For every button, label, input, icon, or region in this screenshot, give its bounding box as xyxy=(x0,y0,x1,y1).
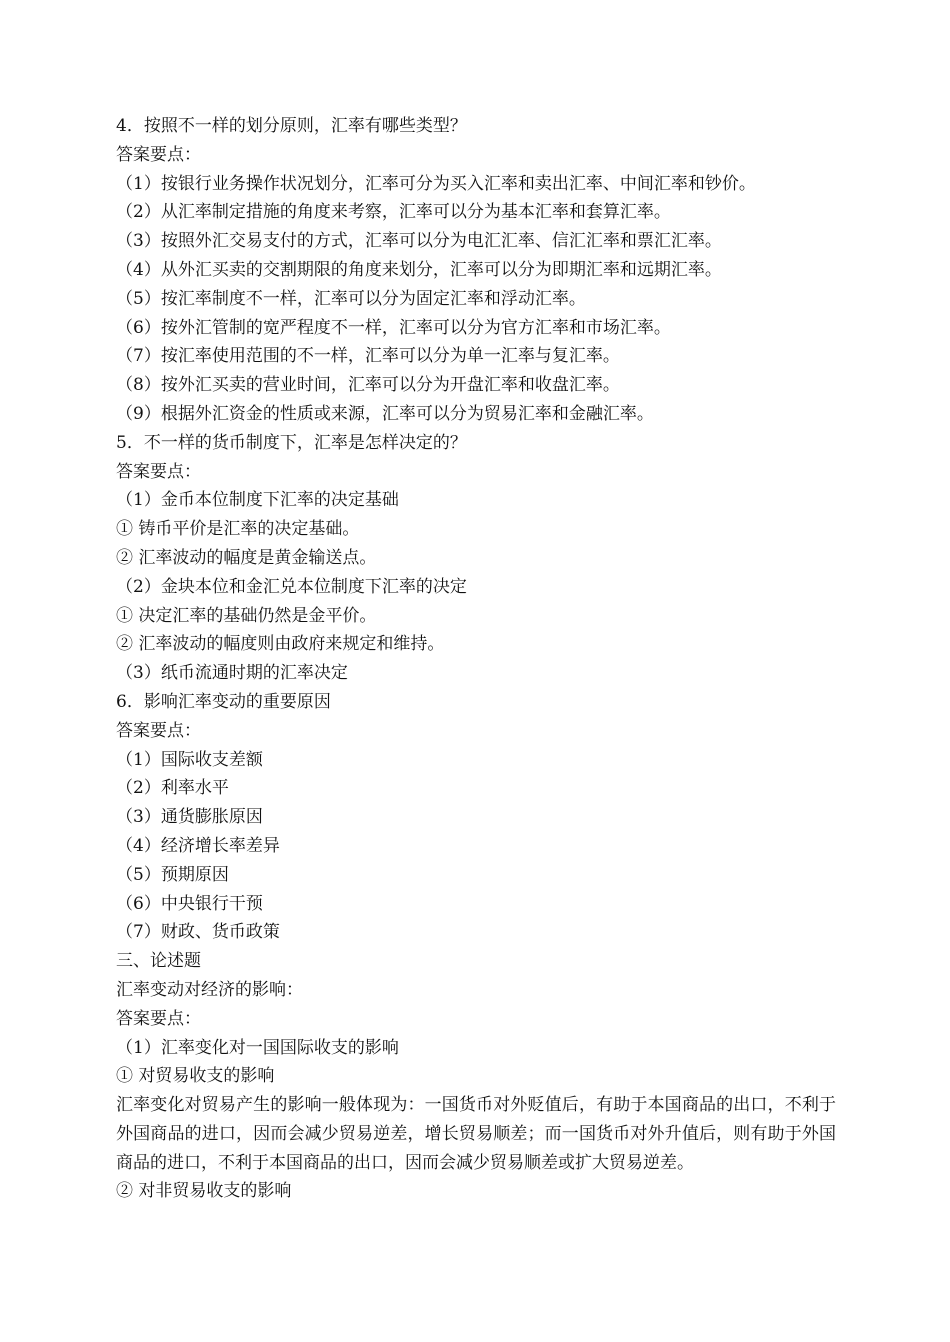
list-item: （6）按外汇管制的宽严程度不一样，汇率可以分为官方汇率和市场汇率。 xyxy=(116,317,671,338)
section-heading: 三、论述题 xyxy=(116,951,201,972)
list-item: （7）财政、货币政策 xyxy=(116,922,280,943)
question-5-title: 5．不一样的货币制度下，汇率是怎样决定的？ xyxy=(116,432,467,453)
document-body xyxy=(116,112,836,1206)
sub-item: ② 汇率波动的幅度是黄金输送点。 xyxy=(116,547,377,568)
sub-item: ① 决定汇率的基础仍然是金平价。 xyxy=(116,605,377,626)
answer-label: 答案要点： xyxy=(116,461,201,482)
list-item: （2）利率水平 xyxy=(116,778,229,799)
list-item: （2）从汇率制定措施的角度来考察，汇率可以分为基本汇率和套算汇率。 xyxy=(116,202,671,223)
answer-label: 答案要点： xyxy=(116,1008,201,1029)
answer-label: 答案要点： xyxy=(116,720,201,741)
list-item: （5）预期原因 xyxy=(116,864,229,885)
list-item: （9）根据外汇资金的性质或来源，汇率可以分为贸易汇率和金融汇率。 xyxy=(116,403,654,424)
sub-item: ① 铸币平价是汇率的决定基础。 xyxy=(116,519,360,540)
list-item: （2）金块本位和金汇兑本位制度下汇率的决定 xyxy=(116,576,467,597)
list-item: （4）经济增长率差异 xyxy=(116,835,280,856)
list-item: （3）纸币流通时期的汇率决定 xyxy=(116,663,348,684)
question-6-title: 6．影响汇率变动的重要原因 xyxy=(116,691,331,712)
sub-item: ② 对非贸易收支的影响 xyxy=(116,1181,292,1202)
body-paragraph: 汇率变化对贸易产生的影响一般体现为：一国货币对外贬值后，有助于本国商品的出口，不利于外国商品的进口，因而会减少贸易逆差，增长贸易顺差；而一国货币对外升值后，则有助于外国商品的进口，不利于本国商品的出口，因而会减少贸易顺差或扩大贸易逆差。 xyxy=(116,1095,836,1173)
list-item: （3）按照外汇交易支付的方式，汇率可以分为电汇汇率、信汇汇率和票汇汇率。 xyxy=(116,231,722,252)
question-4-title: 4．按照不一样的划分原则，汇率有哪些类型？ xyxy=(116,116,467,136)
list-item: （6）中央银行干预 xyxy=(116,893,263,914)
list-item: （1）按银行业务操作状况划分，汇率可分为买入汇率和卖出汇率、中间汇率和钞价。 xyxy=(116,173,756,194)
list-item: （5）按汇率制度不一样，汇率可以分为固定汇率和浮动汇率。 xyxy=(116,288,586,309)
essay-question: 汇率变动对经济的影响： xyxy=(116,979,303,1000)
answer-label: 答案要点： xyxy=(116,144,201,165)
list-item: （7）按汇率使用范围的不一样，汇率可以分为单一汇率与复汇率。 xyxy=(116,346,620,367)
list-item: （1）国际收支差额 xyxy=(116,749,263,770)
sub-item: ① 对贸易收支的影响 xyxy=(116,1066,275,1087)
list-item: （1）金币本位制度下汇率的决定基础 xyxy=(116,490,399,511)
list-item: （4）从外汇买卖的交割期限的角度来划分，汇率可以分为即期汇率和远期汇率。 xyxy=(116,259,722,280)
sub-item: ② 汇率波动的幅度则由政府来规定和维持。 xyxy=(116,634,445,655)
list-item: （8）按外汇买卖的营业时间，汇率可以分为开盘汇率和收盘汇率。 xyxy=(116,375,620,396)
list-item: （3）通货膨胀原因 xyxy=(116,807,263,828)
list-item: （1）汇率变化对一国国际收支的影响 xyxy=(116,1037,399,1058)
